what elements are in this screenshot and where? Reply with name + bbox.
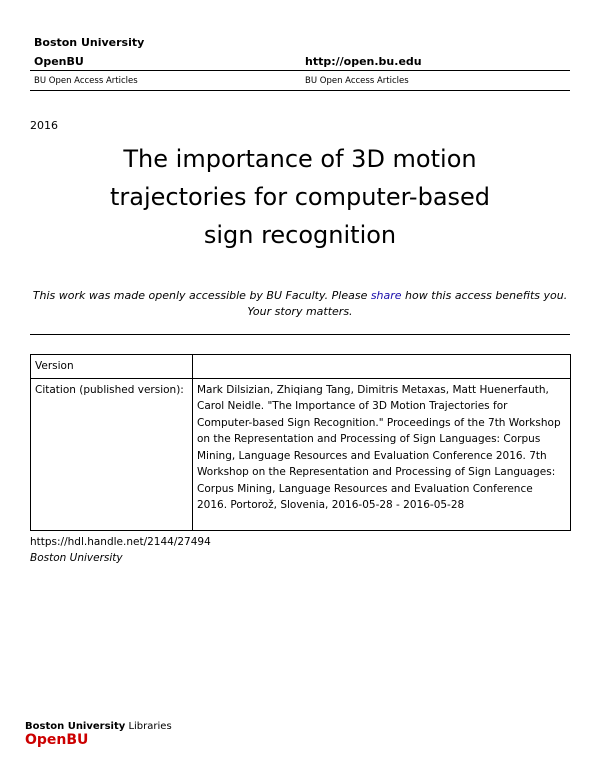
repository-url[interactable]: http://open.bu.edu: [305, 55, 422, 68]
metadata-table: [30, 354, 571, 531]
access-notice-after: how this access benefits you.: [401, 289, 568, 302]
citation-line-8: 2016. Portorož, Slovenia, 2016-05-28 - 2016-05-28: [197, 499, 465, 511]
openbu-logo: [25, 721, 172, 748]
version-row: [31, 355, 571, 379]
citation-row: [31, 378, 571, 531]
citation-line-5: Mining, Language Resources and Evaluation Conference 2016. 7th: [197, 449, 547, 462]
access-notice-before: This work was made openly accessible by BU Faculty. Please: [32, 289, 371, 302]
collection-right: BU Open Access Articles: [305, 76, 409, 86]
logo-institution: Boston University: [25, 721, 126, 732]
header-rule-top: [30, 70, 570, 71]
citation-line-3: Computer-based Sign Recognition." Proceedings of the 7th Workshop: [197, 416, 561, 429]
publication-year: 2016: [30, 119, 58, 132]
document-title: [0, 140, 600, 254]
version-label: Version: [31, 355, 193, 379]
share-link[interactable]: share: [370, 289, 402, 302]
header-rule-bottom: [30, 90, 570, 91]
title-line-3: sign recognition: [203, 221, 397, 249]
logo-line-1: [25, 721, 172, 732]
institution-name: Boston University: [34, 36, 145, 49]
access-notice-line-1: [30, 288, 570, 304]
version-value: [193, 355, 571, 379]
access-notice-line-2: Your story matters.: [247, 305, 353, 318]
citation-line-4: on the Representation and Processing of Sign Languages: Corpus: [197, 433, 541, 445]
citation-line-6: Workshop on the Representation and Processing of Sign Languages:: [197, 466, 556, 478]
citation-line-7: Corpus Mining, Language Resources and Evaluation Conference: [197, 482, 533, 495]
logo-libraries: Libraries: [125, 721, 172, 732]
publisher-name: Boston University: [30, 552, 123, 564]
repository-name: OpenBU: [34, 55, 84, 68]
collection-left: BU Open Access Articles: [34, 76, 138, 86]
access-notice: [30, 288, 570, 320]
citation-line-2: Carol Neidle. "The Importance of 3D Motion Trajectories for: [197, 400, 508, 412]
handle-url[interactable]: https://hdl.handle.net/2144/27494: [30, 536, 211, 548]
title-line-1: The importance of 3D motion: [123, 145, 477, 173]
access-rule: [30, 334, 570, 335]
citation-value: [193, 378, 571, 531]
logo-openbu: OpenBU: [25, 732, 89, 748]
citation-label: Citation (published version):: [31, 378, 193, 531]
citation-line-1: Mark Dilsizian, Zhiqiang Tang, Dimitris Metaxas, Matt Huenerfauth,: [197, 383, 549, 396]
title-line-2: trajectories for computer-based: [109, 183, 491, 211]
